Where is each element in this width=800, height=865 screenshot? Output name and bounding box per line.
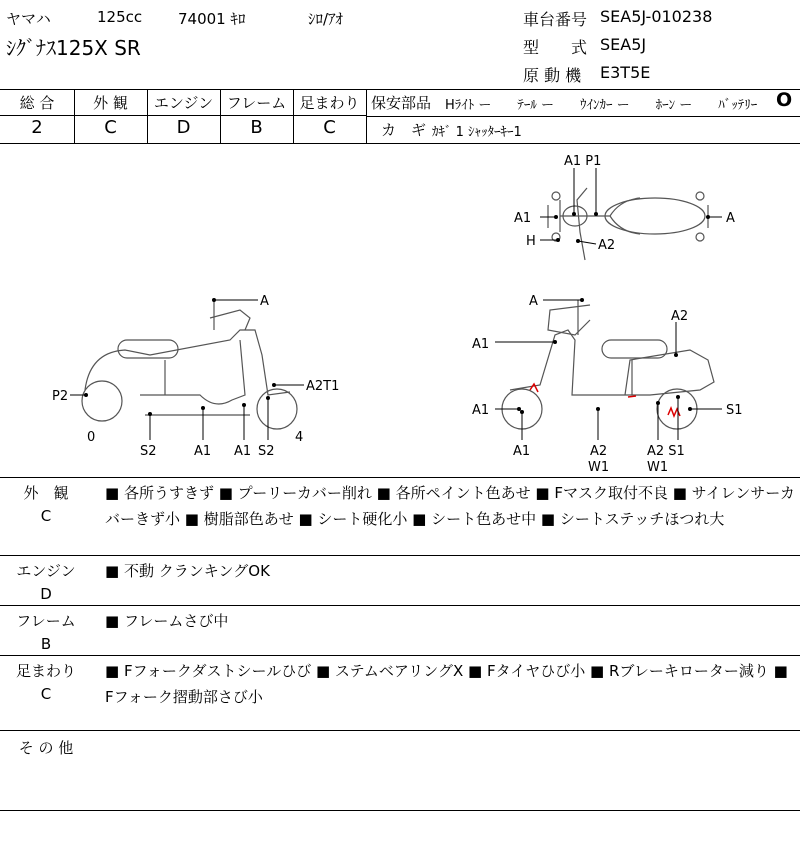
grade-header-exterior: 外 観 [93,94,128,112]
section-grade-suspension: C [40,685,52,703]
grade-header-frame: フレーム [226,94,287,112]
label-top-a2: A2 [598,238,616,253]
type-value: SEA5J [600,35,647,54]
engine-value: E3T5E [600,63,651,82]
section-label-exterior: 外 観 [23,484,69,502]
divider [366,89,367,143]
leader-lines [70,168,722,440]
leader-dots [84,212,710,416]
grade-header-overall: 総 合 [19,94,55,112]
frame-no: SEA5J-010238 [600,7,713,26]
label-left-s2b: S2 [258,444,275,459]
label-left-a2t1: A2T1 [306,379,340,394]
divider [0,477,800,478]
section-text-engine: ■ 不動 クランキングOK [105,562,270,580]
label-right-a1: A1 [472,337,490,352]
model-name: ｼｸﾞﾅｽ125X SR [6,36,141,60]
grade-header-engine: エンジン [153,94,214,112]
safety-items: Hﾗｲﾄ ー ﾃｰﾙ ー ｳｲﾝｶｰ ー ﾎｰﾝ ー ﾊﾞｯﾃﾘｰ [445,98,758,113]
divider [0,605,800,606]
grade-exterior: C [104,117,117,138]
divider [0,730,800,731]
divider [0,555,800,556]
engine-label: 原 動 機 [523,66,582,85]
displacement: 125cc [97,8,143,26]
label-right-a2: A2 [671,309,689,324]
divider [367,116,800,117]
label-left-4: 4 [295,430,304,445]
label-right-a: A [529,294,538,309]
section-label-frame: フレーム [16,612,76,630]
section-grade-exterior: C [40,507,52,525]
key-value: ｶｷﾞ 1 ｼｬｯﾀｰｷｰ1 [432,125,522,140]
section-text-exterior: ■ 各所うすきず ■ プーリーカバー削れ ■ 各所ペイント色あせ ■ Fマスク取付不良 ■ サイレンサーカバーきず小 ■ 樹脂部色あせ ■ シート硬化小 ■ シート色あせ中 ■ シートステッチほつれ大 [105,484,795,528]
grade-suspension: C [323,117,336,138]
label-right-a1-bot: A1 [513,444,531,459]
divider [0,115,367,116]
mileage: 74001 ｷﾛ [178,10,246,28]
label-left-s2: S2 [140,444,157,459]
label-left-a1: A1 [194,444,212,459]
battery-mark: O [776,89,793,111]
type-label: 型 式 [523,38,588,57]
label-right-w1: W1 [588,460,610,475]
divider [0,89,800,90]
label-left-0: 0 [87,430,96,445]
key-label: カ ギ [381,121,427,139]
top-view-scooter [548,188,708,260]
label-left-a1b: A1 [234,444,252,459]
label-right-a2: A2 [590,444,608,459]
divider [0,655,800,656]
section-grade-frame: B [40,635,52,653]
label-right-a1-low: A1 [472,403,490,418]
grade-header-suspension: 足まわり [299,94,360,112]
label-top-a: A [726,211,735,226]
maker: ヤマハ [6,10,51,28]
grade-engine: D [176,117,191,138]
section-text-suspension: ■ Fフォークダストシールひび ■ ステムベアリングX ■ Fタイヤひび小 ■ Rブレーキローター減り ■ Fフォーク摺動部さび小 [105,662,788,706]
grade-overall: 2 [31,117,43,138]
label-right-w1b: W1 [647,460,669,475]
label-top-a1p1: A1 P1 [564,154,602,169]
section-label-engine: エンジン [16,562,76,580]
section-text-frame: ■ フレームさび中 [105,612,229,630]
label-right-a2s1: A2 S1 [647,444,685,459]
divider [0,810,800,811]
left-side-scooter [82,300,297,429]
section-label-suspension: 足まわり [15,662,76,680]
color: ｼﾛ/ｱｵ [308,10,344,28]
label-left-p2: P2 [52,389,69,404]
label-right-s1: S1 [726,403,743,418]
label-top-a1: A1 [514,211,532,226]
grade-frame: B [250,117,263,138]
section-label-other: そ の 他 [18,739,74,757]
section-grade-engine: D [40,585,52,603]
scooter-diagram [0,144,800,477]
safety-label: 保安部品 [371,94,432,112]
label-left-a: A [260,294,269,309]
frame-no-label: 車台番号 [523,10,588,29]
label-top-h: H [526,234,536,249]
